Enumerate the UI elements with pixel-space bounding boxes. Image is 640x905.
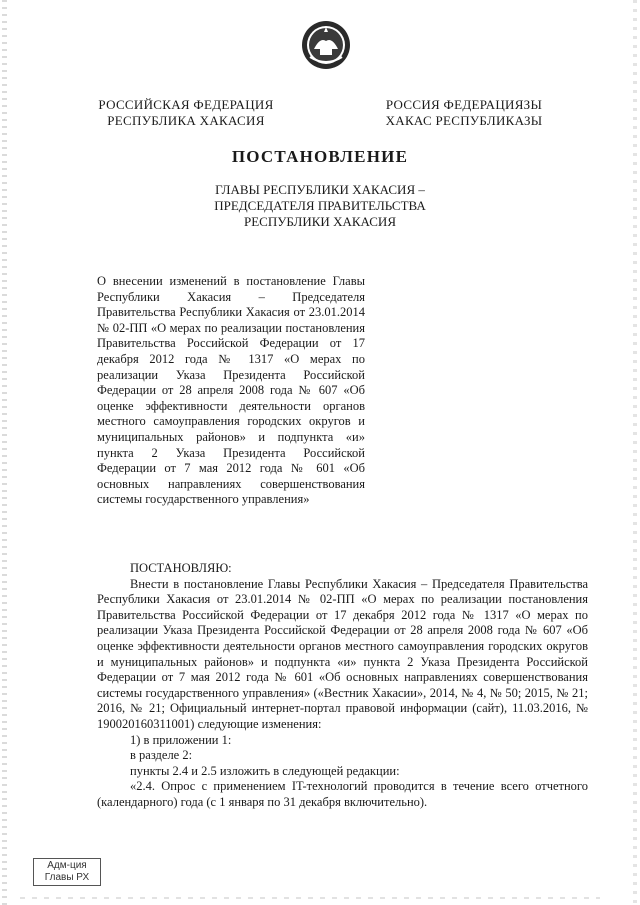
main-paragraph: Внести в постановление Главы Республики Хакасия – Председателя Правительства Республики Хакасия от 23.01.2014 № 02-ПП «О мерах по реализации постановления Правительства Российской Федерации от 17 декабря 2012 года № 1317 «О мерах по реализации Указа Президента Российской Федерации от 28 апреля 2008 года № 607 «Об оценке эффективности деятельности органов местного самоуправления городских округов и муниципальных районов» и подпункта «и» пункта 2 Указа Президента Российской Федерации от 7 мая 2012 года № 601 «Об основных направлениях совершенствования системы государственного управления» («Вестник Хакасии», 2014, № 4, № 50; 2015, № 21; 2016, № 21; Официальный интернет-портал правовой информации (сайт), 11.03.2016, № 190020160311001) следующие изменения:	[97, 576, 588, 731]
list-item-3: пункты 2.4 и 2.5 изложить в следующей редакции:	[130, 763, 400, 778]
coat-of-arms-icon	[300, 19, 352, 71]
header-left-line-1: РОССИЙСКАЯ ФЕДЕРАЦИЯ	[98, 97, 274, 112]
scan-edge-left	[2, 0, 7, 905]
list-item-4: «2.4. Опрос с применением IT-технологий проводится в течение всего отчетного (календарного) года (с 1 января по 31 декабря включительно).	[97, 779, 588, 809]
stamp-line-2: Главы РХ	[44, 872, 90, 883]
list-item-2: в разделе 2:	[130, 748, 193, 763]
header-left	[98, 97, 274, 129]
decree-word: ПОСТАНОВЛЯЮ:	[130, 561, 232, 575]
preamble-paragraph: О внесении изменений в постановление Главы Республики Хакасия – Председателя Правительства Республики Хакасия от 23.01.2014 № 02-ПП «О мерах по реализации постановления Правительства Российской Федерации от 17 декабря 2012 года № 1317 «О мерах по реализации Указа Президента Российской Федерации от 28 апреля 2008 года № 607 «Об оценке эффективности деятельности органов местного самоуправления городских округов и муниципальных районов» и подпункта «и» пункта 2 Указа Президента Российской Федерации от 7 мая 2012 года № 601 «Об основных направлениях совершенствования системы государственного управления»	[97, 274, 365, 507]
header-right-line-1: РОССИЯ ФЕДЕРАЦИЯЗЫ	[385, 97, 543, 112]
subtitle-line-1: ГЛАВЫ РЕСПУБЛИКИ ХАКАСИЯ –	[215, 182, 425, 197]
document-title: ПОСТАНОВЛЕНИЕ	[231, 147, 409, 166]
list-item-1: 1) в приложении 1:	[130, 732, 232, 747]
registration-stamp	[33, 858, 101, 886]
main-body	[97, 561, 588, 811]
stamp-line-1: Адм-ция	[47, 860, 87, 871]
header-right-line-2: ХАКАС РЕСПУБЛИКАЗЫ	[385, 113, 543, 128]
header-left-line-2: РЕСПУБЛИКА ХАКАСИЯ	[107, 113, 265, 128]
scan-footer-noise	[20, 897, 600, 899]
subtitle-line-2: ПРЕДСЕДАТЕЛЯ ПРАВИТЕЛЬСТВА	[214, 198, 426, 213]
header-right	[384, 97, 544, 129]
subtitle-line-3: РЕСПУБЛИКИ ХАКАСИЯ	[243, 214, 396, 229]
scan-edge-right	[633, 0, 637, 905]
document-subtitle	[180, 182, 460, 230]
